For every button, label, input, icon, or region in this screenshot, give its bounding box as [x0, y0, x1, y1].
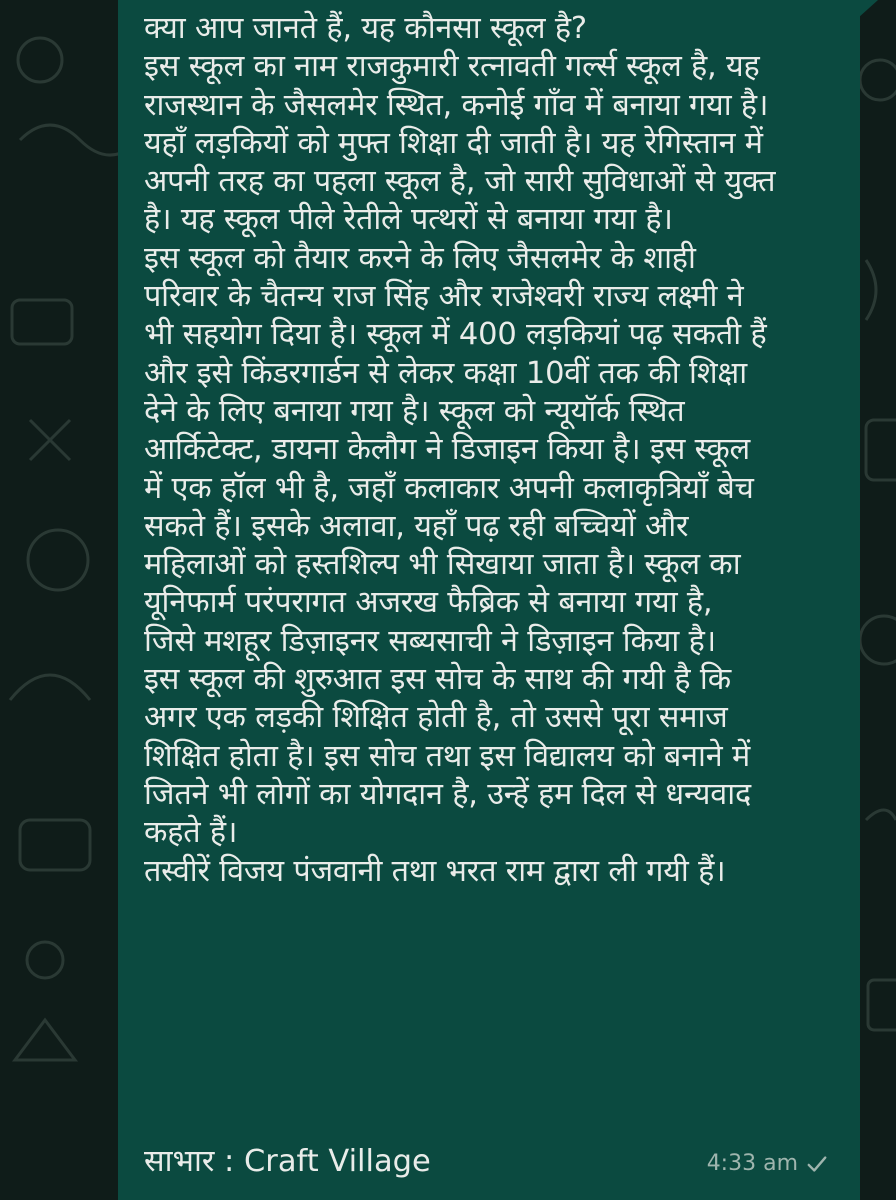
message-line: महिलाओं को हस्तशिल्प भी सिखाया जाता है। स्कूल का [144, 547, 741, 583]
message-line: जिसे मशहूर डिज़ाइनर सब्यसाची ने डिज़ाइन किया है। [144, 623, 716, 659]
credit-text: साभार : Craft Village [144, 1144, 431, 1179]
message-line: तस्वीरें विजय पंजवानी तथा भरत राम द्वारा ली गयी हैं। [144, 853, 726, 889]
message-line: इस स्कूल का नाम राजकुमारी रत्नावती गर्ल्स स्कूल है, यह [144, 49, 760, 85]
message-line: इस स्कूल की शुरुआत इस सोच के साथ की गयी है कि [144, 662, 731, 698]
message-bubble-tail [858, 0, 878, 18]
message-line: भी सहयोग दिया है। स्कूल में 400 लड़कियां पढ़ सकती हैं [144, 317, 767, 353]
message-footer [144, 1140, 836, 1184]
single-check-icon [806, 1153, 828, 1175]
message-line: है। यह स्कूल पीले रेतीले पत्थरों से बनाया गया है। [144, 202, 673, 238]
message-line: आर्किटेक्ट, डायना केलौग ने डिजाइन किया है। इस स्कूल [144, 432, 751, 468]
message-line: सकते हैं। इसके अलावा, यहाँ पढ़ रही बच्चियों और [144, 508, 689, 544]
message-line: देने के लिए बनाया गया है। स्कूल को न्यूयॉर्क स्थित [144, 393, 685, 429]
message-line: यूनिफार्म परंपरागत अजरख फैब्रिक से बनाया गया है, [144, 585, 713, 621]
message-bubble[interactable] [118, 0, 860, 1200]
message-line: राजस्थान के जैसलमेर स्थित, कनोई गाँव में बनाया गया है। [144, 87, 769, 123]
message-line: अगर एक लड़की शिक्षित होती है, तो उससे पूरा समाज [144, 700, 728, 736]
message-line: क्या आप जानते हैं, यह कौनसा स्कूल है? [144, 11, 587, 46]
message-line: अपनी तरह का पहला स्कूल है, जो सारी सुविधाओं से युक्त [144, 164, 776, 200]
message-line: में एक हॉल भी है, जहाँ कलाकार अपनी कलाकृत्रियाँ बेच [144, 470, 754, 506]
message-time: 4:33 am [706, 1151, 798, 1176]
message-line: कहते हैं। [144, 815, 238, 851]
message-line: यहाँ लड़कियों को मुफ्त शिक्षा दी जाती है। यह रेगिस्तान में [144, 125, 763, 161]
message-line: जितने भी लोगों का योगदान है, उन्हें हम दिल से धन्यवाद [144, 776, 751, 812]
message-meta [707, 1146, 828, 1182]
message-text [144, 10, 836, 891]
message-line: परिवार के चैतन्य राज सिंह और राजेश्वरी राज्य लक्ष्मी ने [144, 279, 744, 315]
message-line: और इसे किंडरगार्डन से लेकर कक्षा 10वीं तक की शिक्षा [144, 355, 747, 391]
message-line: इस स्कूल को तैयार करने के लिए जैसलमेर के शाही [144, 240, 696, 276]
message-line: शिक्षित होता है। इस सोच तथा इस विद्यालय को बनाने में [144, 738, 750, 774]
